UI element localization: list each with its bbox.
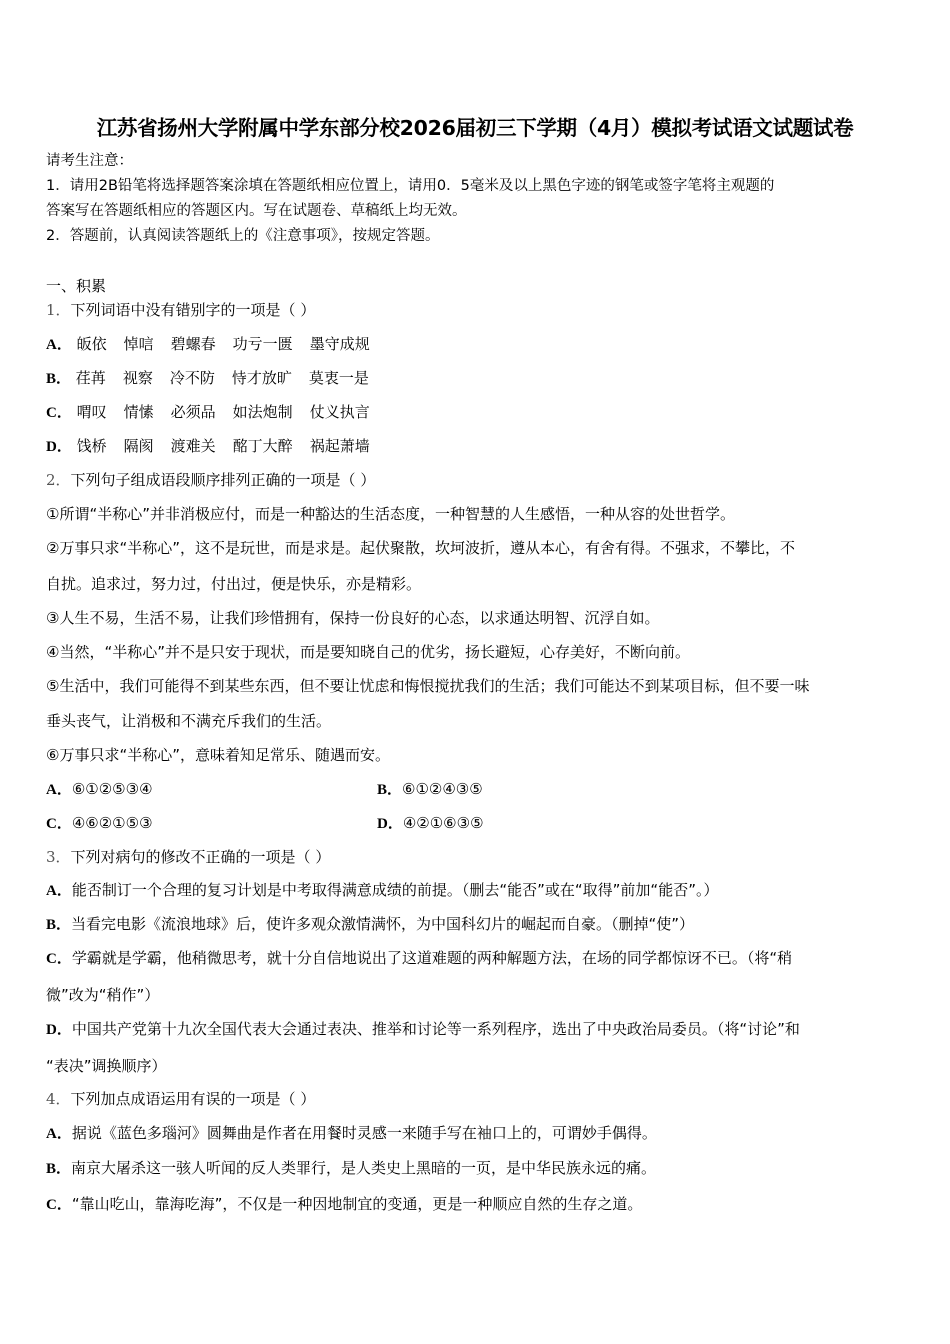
q3-option-b: B．当看完电影《流浪地球》后，使许多观众激情满怀，为中国科幻片的崛起而自豪。（删掉“使”） xyxy=(46,915,695,933)
q3-option-d-cont: “表决”调换顺序） xyxy=(46,1057,167,1075)
exam-title: 江苏省扬州大学附属中学东部分校2026届初三下学期（4月）模拟考试语文试题试卷 xyxy=(96,116,854,140)
q2-sentence-6: ⑥万事只求“半称心”，意味着知足常乐、随遇而安。 xyxy=(46,746,390,764)
q4-option-b: B．南京大屠杀这一骇人听闻的反人类罪行，是人类史上黑暗的一页，是中华民族永远的痛。 xyxy=(46,1159,657,1177)
q4-option-a: A．据说《蓝色多瑙河》圆舞曲是作者在用餐时灵感一来随手写在袖口上的，可谓妙手偶得。 xyxy=(46,1124,657,1142)
question-1-stem: 1．下列词语中没有错别字的一项是（ ） xyxy=(46,301,316,319)
q2-sentence-1: ①所谓“半称心”并非消极应付，而是一种豁达的生活态度，一种智慧的人生感悟，一种从容的处世哲学。 xyxy=(46,505,735,523)
q2-sentence-3: ③人生不易，生活不易，让我们珍惜拥有，保持一份良好的心态，以求通达明智、沉浮自如。 xyxy=(46,609,660,627)
question-number: 3． xyxy=(46,848,71,866)
question-3-stem: 3．下列对病句的修改不正确的一项是（ ） xyxy=(46,848,331,866)
q2-sentence-2: ②万事只求“半称心”，这不是玩世，而是求是。起伏聚散，坎坷波折，遵从本心，有舍有得。不强求，不攀比，不 xyxy=(46,539,795,557)
q3-option-c-cont: 微”改为“稍作”） xyxy=(46,986,160,1004)
q2-sentence-4: ④当然，“半称心”并不是只安于现状，而是要知晓自己的优劣，扬长避短，心存美好，不断向前。 xyxy=(46,643,690,661)
q2-sentence-5: ⑤生活中，我们可能得不到某些东西，但不要让忧虑和悔恨搅扰我们的生活；我们可能达不到某项目标，但不要一味 xyxy=(46,677,810,695)
q2-sentence-2-cont: 自扰。追求过，努力过，付出过，便是快乐，亦是精彩。 xyxy=(46,575,422,593)
q3-option-a: A．能否制订一个合理的复习计划是中考取得满意成绩的前提。（删去“能否”或在“取得”前加“能否”。） xyxy=(46,881,719,899)
section-heading: 一、积累 xyxy=(46,277,107,295)
q2-option-c: C．④⑥②①⑤③ xyxy=(46,814,153,832)
question-4-stem: 4．下列加点成语运用有误的一项是（ ） xyxy=(46,1090,316,1108)
q2-option-b: B．⑥①②④③⑤ xyxy=(377,780,483,798)
question-number: 2． xyxy=(46,471,71,489)
question-2-stem: 2．下列句子组成语段顺序排列正确的一项是（ ） xyxy=(46,471,376,489)
q1-option-d: D． 饯桥 隔阂 渡难关 酩丁大醉 祸起萧墙 xyxy=(46,437,370,455)
question-number: 1． xyxy=(46,301,71,319)
q2-option-a: A．⑥①②⑤③④ xyxy=(46,780,153,798)
q4-option-c: C．“靠山吃山，靠海吃海”，不仅是一种因地制宜的变通，更是一种顺应自然的生存之道。 xyxy=(46,1195,643,1213)
notice-item-1-cont: 答案写在答题纸相应的答题区内。写在试题卷、草稿纸上均无效。 xyxy=(46,203,467,219)
notice-item-2: 2．答题前，认真阅读答题纸上的《注意事项》，按规定答题。 xyxy=(46,228,440,244)
q2-sentence-5-cont: 垂头丧气，让消极和不满充斥我们的生活。 xyxy=(46,712,332,730)
q1-option-a: A． 皈依 悼唁 碧螺春 功亏一匮 墨守成规 xyxy=(46,335,370,353)
q2-option-d: D．④②①⑥③⑤ xyxy=(377,814,484,832)
q1-option-b: B． 荏苒 视察 冷不防 恃才放旷 莫衷一是 xyxy=(46,369,369,387)
q3-option-c: C．学霸就是学霸，他稍微思考，就十分自信地说出了这道难题的两种解题方法，在场的同学都惊讶不已。（将“稍 xyxy=(46,949,793,967)
q3-option-d: D．中国共产党第十九次全国代表大会通过表决、推举和讨论等一系列程序，选出了中央政治局委员。（将“讨论”和 xyxy=(46,1020,800,1038)
notice-heading: 请考生注意： xyxy=(46,153,133,169)
question-number: 4． xyxy=(46,1090,71,1108)
q1-option-c: C． 喟叹 情愫 必须品 如法炮制 仗义执言 xyxy=(46,403,370,421)
notice-item-1: 1．请用2B铅笔将选择题答案涂填在答题纸相应位置上，请用0．5毫米及以上黑色字迹的钢笔或签字笔将主观题的 xyxy=(46,178,775,194)
